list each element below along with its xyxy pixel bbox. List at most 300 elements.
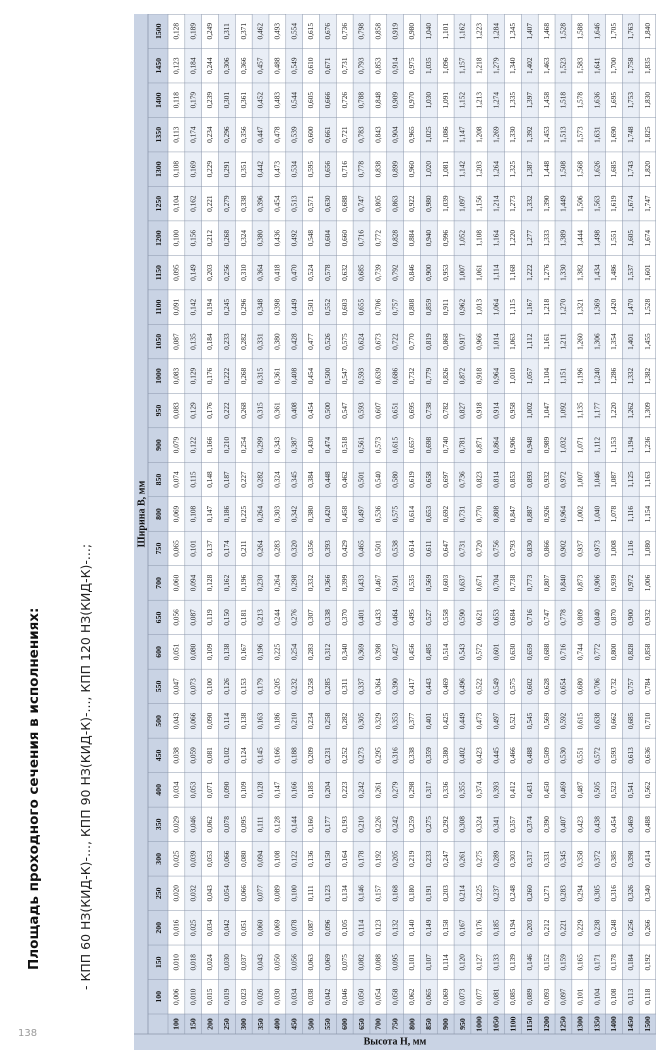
table-cell: 0,457	[255, 57, 265, 74]
table-cell: 0,291	[222, 160, 232, 178]
table-cell: 0,773	[524, 574, 534, 592]
table-cell: 1,387	[524, 160, 534, 178]
table-cell: 0,090	[222, 781, 232, 799]
table-cell: 0,324	[238, 229, 248, 247]
table-cell: 0,613	[625, 747, 635, 764]
table-cell: 0,828	[625, 643, 635, 661]
table-cell: 0,301	[222, 91, 232, 109]
table-cell: 0,467	[373, 574, 383, 592]
table-cell: 0,524	[306, 264, 316, 281]
table-cell: 0,303	[508, 850, 518, 868]
table-cell: 1,153	[609, 436, 619, 454]
table-cell: 0,989	[541, 436, 551, 454]
table-cell: 1,080	[642, 540, 652, 557]
table-cell: 0,527	[423, 609, 433, 626]
table-cell: 1,537	[625, 264, 635, 281]
width-header-cell: 700	[153, 577, 163, 589]
table-cell: 1,563	[592, 195, 602, 212]
table-cell: 0,614	[407, 505, 417, 523]
table-cell: 0,113	[171, 126, 181, 143]
table-cell: 1,758	[625, 57, 635, 74]
table-cell: 0,264	[272, 574, 282, 592]
table-cell: 0,720	[474, 540, 484, 557]
table-cell: 0,549	[289, 57, 299, 74]
table-cell: 0,449	[289, 298, 299, 316]
table-cell: 0,688	[339, 195, 349, 212]
width-header-cell: 750	[153, 542, 163, 555]
table-cell: 0,184	[188, 57, 198, 74]
table-cell: 0,306	[222, 57, 232, 74]
table-cell: 0,558	[440, 609, 450, 626]
table-cell: 0,732	[407, 367, 417, 385]
table-cell: 1,087	[609, 471, 619, 488]
width-header-cell: 1450	[153, 57, 163, 74]
table-cell: 0,784	[642, 678, 652, 695]
table-cell: 1,470	[625, 298, 635, 316]
table-cell: 1,240	[592, 367, 602, 385]
table-cell: 0,495	[407, 609, 417, 626]
table-cell: 0,595	[306, 160, 316, 178]
table-cell: 0,145	[255, 747, 265, 764]
table-cell: 0,972	[625, 574, 635, 592]
table-cell: 0,716	[339, 160, 349, 178]
table-cell: 1,052	[457, 229, 467, 247]
table-cell: 1,763	[625, 23, 635, 40]
table-cell: 0,034	[171, 781, 181, 799]
table-cell: 1,270	[558, 298, 568, 316]
table-cell: 0,688	[541, 643, 551, 661]
table-cell: 0,275	[423, 816, 433, 833]
table-cell: 0,114	[440, 954, 450, 971]
table-cell: 0,095	[390, 954, 400, 971]
table-cell: 0,292	[440, 816, 450, 833]
table-cell: 0,660	[339, 229, 349, 247]
table-cell: 0,038	[171, 747, 181, 764]
table-cell: 1,332	[524, 195, 534, 212]
table-cell: 0,077	[255, 885, 265, 902]
table-cell: 0,282	[238, 333, 248, 350]
table-cell: 0,948	[524, 436, 534, 454]
table-cell: 0,311	[222, 23, 232, 40]
table-cell: 1,690	[609, 126, 619, 143]
table-cell: 0,093	[541, 988, 551, 1005]
table-cell: 0,312	[323, 643, 333, 661]
table-cell: 0,108	[609, 988, 619, 1005]
table-cell: 0,176	[205, 402, 215, 419]
table-cell: 0,032	[188, 885, 198, 902]
table-cell: 0,345	[289, 471, 299, 488]
table-cell: 0,212	[541, 919, 551, 937]
table-cell: 0,380	[440, 747, 450, 764]
table-cell: 0,338	[407, 747, 417, 764]
table-cell: 0,380	[255, 229, 265, 247]
table-cell: 0,091	[171, 298, 181, 316]
table-cell: 1,840	[642, 23, 652, 40]
table-cell: 0,247	[440, 850, 450, 868]
table-cell: 0,324	[474, 816, 484, 833]
table-cell: 0,450	[541, 781, 551, 799]
table-cell: 0,191	[423, 885, 433, 902]
table-cell: 0,187	[222, 471, 232, 488]
table-cell: 0,025	[171, 850, 181, 868]
height-header-cell: 1400	[609, 1016, 619, 1032]
table-cell: 0,164	[339, 850, 349, 868]
table-cell: 0,166	[289, 781, 299, 799]
table-cell: 0,601	[491, 643, 501, 661]
table-cell: 0,462	[339, 471, 349, 488]
table-cell: 1,135	[575, 402, 585, 419]
table-cell: 0,254	[238, 436, 248, 454]
height-header-cell: 1300	[575, 1016, 585, 1032]
table-cell: 1,061	[474, 264, 484, 281]
table-cell: 0,840	[558, 574, 568, 592]
table-cell: 0,034	[289, 988, 299, 1005]
table-cell: 0,129	[188, 402, 198, 419]
table-cell: 0,731	[339, 57, 349, 74]
table-cell: 0,514	[440, 643, 450, 661]
table-cell: 1,154	[642, 505, 652, 523]
table-cell: 0,454	[306, 367, 316, 385]
table-cell: 0,637	[457, 574, 467, 592]
table-cell: 0,452	[255, 91, 265, 109]
table-cell: 0,500	[323, 367, 333, 385]
table-cell: 0,840	[592, 609, 602, 626]
table-cell: 0,203	[440, 885, 450, 902]
table-cell: 1,747	[642, 195, 652, 212]
width-header-cell: 200	[153, 921, 163, 934]
table-cell: 0,087	[306, 919, 316, 937]
table-cell: 0,744	[575, 643, 585, 661]
table-cell: 0,615	[575, 712, 585, 730]
table-cell: 0,547	[339, 402, 349, 419]
table-cell: 0,077	[474, 988, 484, 1005]
table-cell: 0,501	[306, 298, 316, 316]
table-cell: 0,233	[423, 850, 433, 868]
table-cell: 0,203	[205, 264, 215, 281]
table-cell: 0,716	[524, 609, 534, 626]
table-cell: 0,572	[592, 747, 602, 764]
table-cell: 0,238	[592, 919, 602, 937]
table-cell: 0,428	[289, 333, 299, 350]
table-cell: 0,371	[238, 23, 248, 40]
table-cell: 0,082	[356, 954, 366, 971]
table-cell: 0,331	[255, 333, 265, 350]
table-cell: 1,152	[457, 91, 467, 109]
table-cell: 0,047	[171, 678, 181, 695]
table-cell: 0,315	[255, 402, 265, 419]
table-cell: 0,015	[205, 988, 215, 1005]
table-cell: 0,113	[625, 988, 635, 1005]
cross-section-table	[134, 14, 656, 1050]
table-cell: 0,359	[423, 747, 433, 764]
table-cell: 1,274	[491, 91, 501, 109]
table-cell: 0,706	[592, 678, 602, 695]
table-cell: 0,578	[323, 264, 333, 281]
table-cell: 0,600	[306, 126, 316, 143]
table-cell: 1,162	[457, 23, 467, 40]
table-cell: 0,369	[356, 643, 366, 661]
table-cell: 0,523	[609, 781, 619, 799]
table-cell: 0,420	[323, 505, 333, 523]
table-cell: 1,081	[440, 160, 450, 178]
table-cell: 0,826	[440, 367, 450, 385]
table-cell: 0,056	[171, 609, 181, 626]
table-cell: 0,757	[625, 678, 635, 695]
table-cell: 0,398	[272, 298, 282, 316]
table-cell: 0,357	[508, 816, 518, 833]
table-cell: 1,008	[609, 540, 619, 557]
table-cell: 1,218	[474, 57, 484, 74]
table-cell: 0,653	[491, 609, 501, 626]
table-cell: 1,568	[575, 160, 585, 178]
table-cell: 0,871	[474, 436, 484, 454]
table-cell: 0,227	[238, 471, 248, 488]
table-cell: 0,223	[339, 781, 349, 799]
table-cell: 0,685	[356, 264, 366, 281]
table-cell: 0,779	[423, 367, 433, 385]
table-cell: 1,463	[541, 57, 551, 74]
table-cell: 0,129	[188, 367, 198, 385]
table-cell: 1,030	[423, 91, 433, 109]
table-cell: 0,466	[508, 747, 518, 764]
table-cell: 0,073	[188, 678, 198, 695]
table-cell: 0,469	[440, 678, 450, 695]
table-cell: 1,114	[491, 264, 501, 281]
table-cell: 0,698	[423, 436, 433, 454]
table-cell: 0,233	[222, 333, 232, 350]
table-cell: 0,659	[524, 643, 534, 661]
table-cell: 0,793	[356, 57, 366, 74]
table-cell: 0,937	[575, 540, 585, 557]
height-header-cell: 750	[390, 1018, 400, 1030]
table-cell: 1,279	[491, 57, 501, 74]
table-cell: 0,310	[238, 264, 248, 281]
height-header-cell: 800	[407, 1018, 417, 1030]
table-cell: 0,135	[188, 333, 198, 350]
height-header-cell: 550	[323, 1018, 333, 1030]
table-cell: 0,636	[642, 747, 652, 764]
table-cell: 0,060	[255, 919, 265, 937]
table-cell: 0,132	[390, 919, 400, 937]
table-cell: 1,369	[592, 298, 602, 316]
table-cell: 0,430	[306, 436, 316, 454]
table-cell: 0,136	[306, 850, 316, 868]
table-cell: 1,046	[592, 471, 602, 488]
width-header-cell: 1000	[153, 368, 163, 384]
table-cell: 0,179	[255, 678, 265, 695]
table-cell: 0,549	[491, 678, 501, 695]
table-cell: 0,387	[289, 436, 299, 454]
table-cell: 1,306	[592, 333, 602, 350]
table-cell: 0,120	[457, 954, 467, 971]
table-cell: 0,345	[558, 850, 568, 868]
table-cell: 0,756	[491, 540, 501, 557]
table-cell: 0,893	[524, 471, 534, 488]
table-cell: 1,108	[474, 229, 484, 247]
table-cell: 0,964	[491, 367, 501, 385]
table-cell: 0,407	[558, 816, 568, 833]
cross-section-table-rotated	[134, 14, 656, 1050]
table-cell: 0,157	[373, 885, 383, 902]
table-cell: 0,118	[171, 92, 181, 109]
table-cell: 0,163	[255, 712, 265, 730]
table-cell: 0,904	[390, 126, 400, 143]
table-cell: 0,757	[390, 298, 400, 316]
table-cell: 0,296	[222, 126, 232, 143]
table-cell: 0,192	[642, 954, 652, 971]
table-cell: 0,656	[323, 160, 333, 178]
table-cell: 0,710	[642, 712, 652, 730]
table-cell: 0,159	[558, 954, 568, 971]
width-header-cell: 350	[153, 818, 163, 831]
width-header-cell: 1200	[153, 230, 163, 246]
table-cell: 0,010	[171, 954, 181, 971]
table-cell: 1,222	[524, 264, 534, 281]
table-cell: 1,151	[558, 367, 568, 385]
table-cell: 0,128	[205, 574, 215, 592]
table-cell: 0,541	[625, 781, 635, 799]
table-cell: 0,535	[407, 574, 417, 592]
table-cell: 1,601	[642, 264, 652, 281]
table-cell: 0,213	[255, 609, 265, 626]
table-cell: 0,722	[390, 333, 400, 350]
table-cell: 0,953	[440, 264, 450, 281]
table-cell: 0,973	[592, 540, 602, 557]
table-cell: 0,655	[356, 298, 366, 316]
table-cell: 0,657	[407, 436, 417, 454]
width-header-cell: 650	[153, 611, 163, 624]
table-cell: 0,443	[423, 678, 433, 695]
table-cell: 0,069	[323, 954, 333, 971]
table-cell: 0,305	[356, 712, 366, 730]
table-cell: 0,487	[575, 781, 585, 799]
table-cell: 0,630	[508, 643, 518, 661]
table-cell: 0,607	[373, 402, 383, 419]
table-cell: 0,073	[457, 988, 467, 1005]
table-cell: 0,374	[474, 781, 484, 799]
table-cell: 0,142	[188, 298, 198, 316]
table-cell: 1,695	[609, 91, 619, 109]
table-cell: 0,046	[339, 988, 349, 1005]
table-cell: 1,619	[609, 195, 619, 212]
table-cell: 0,066	[238, 885, 248, 902]
table-cell: 0,178	[356, 850, 366, 868]
table-cell: 0,996	[440, 229, 450, 247]
table-cell: 0,429	[339, 540, 349, 557]
width-header-cell: 100	[153, 990, 163, 1003]
table-cell: 0,562	[642, 781, 652, 799]
table-cell: 1,096	[440, 57, 450, 74]
table-cell: 0,782	[440, 402, 450, 419]
table-cell: 1,010	[508, 367, 518, 385]
table-cell: 0,245	[222, 298, 232, 316]
height-header-cell: 600	[339, 1018, 349, 1030]
table-cell: 0,673	[373, 333, 383, 350]
table-cell: 0,139	[508, 954, 518, 971]
table-cell: 0,393	[491, 781, 501, 799]
table-cell: 1,063	[508, 333, 518, 350]
table-cell: 0,671	[474, 574, 484, 592]
table-cell: 0,081	[491, 988, 501, 1005]
table-cell: 1,674	[642, 229, 652, 247]
table-cell: 0,358	[575, 850, 585, 868]
table-cell: 0,572	[474, 643, 484, 661]
table-cell: 0,176	[205, 367, 215, 385]
table-cell: 0,087	[188, 609, 198, 626]
width-header-cell: 1500	[153, 23, 163, 40]
table-cell: 0,615	[306, 23, 316, 40]
table-cell: 1,177	[592, 402, 602, 419]
table-cell: 0,781	[457, 436, 467, 454]
table-cell: 0,089	[272, 885, 282, 902]
table-cell: 1,389	[558, 229, 568, 247]
table-cell: 0,505	[592, 781, 602, 799]
height-header-cell: 900	[440, 1018, 450, 1030]
table-cell: 0,887	[524, 505, 534, 523]
table-cell: 0,097	[558, 988, 568, 1005]
table-cell: 1,007	[575, 471, 585, 488]
table-cell: 0,621	[474, 609, 484, 626]
table-cell: 0,219	[407, 850, 417, 868]
table-cell: 0,385	[609, 850, 619, 868]
table-cell: 0,654	[558, 678, 568, 695]
table-cell: 0,167	[238, 643, 248, 661]
table-cell: 0,123	[323, 885, 333, 902]
table-cell: 0,123	[373, 919, 383, 937]
table-cell: 0,551	[575, 747, 585, 764]
table-cell: 0,148	[205, 471, 215, 488]
table-cell: 0,050	[356, 988, 366, 1005]
table-cell: 0,731	[457, 505, 467, 523]
table-cell: 0,488	[524, 747, 534, 764]
section-heading: Площадь проходного сечения в исполнениях:	[26, 607, 42, 970]
table-cell: 0,115	[188, 471, 198, 488]
table-cell: 0,205	[272, 678, 282, 695]
table-cell: 0,111	[255, 816, 265, 833]
table-cell: 0,065	[423, 988, 433, 1005]
table-cell: 0,109	[238, 781, 248, 799]
table-cell: 1,213	[474, 91, 484, 109]
table-cell: 0,940	[423, 229, 433, 247]
table-cell: 1,115	[508, 299, 518, 316]
table-cell: 0,473	[474, 712, 484, 730]
table-cell: 0,736	[457, 471, 467, 488]
table-cell: 0,530	[558, 747, 568, 764]
table-cell: 0,108	[188, 505, 198, 523]
table-cell: 0,580	[390, 471, 400, 488]
table-cell: 0,342	[289, 505, 299, 523]
table-cell: 0,370	[339, 609, 349, 626]
table-cell: 0,872	[457, 367, 467, 385]
table-cell: 0,477	[306, 333, 316, 350]
table-cell: 0,083	[171, 402, 181, 419]
table-cell: 0,192	[373, 850, 383, 868]
width-header-cell: 150	[153, 956, 163, 969]
table-cell: 0,716	[558, 643, 568, 661]
table-cell: 0,474	[323, 436, 333, 454]
table-cell: 0,770	[407, 333, 417, 350]
table-cell: 1,167	[524, 298, 534, 316]
table-cell: 0,282	[339, 712, 349, 730]
table-cell: 1,528	[558, 23, 568, 40]
table-cell: 0,906	[508, 436, 518, 454]
table-cell: 0,273	[356, 747, 366, 764]
table-cell: 0,153	[238, 678, 248, 695]
table-cell: 0,966	[474, 333, 484, 350]
table-cell: 0,104	[171, 195, 181, 212]
table-cell: 0,926	[541, 505, 551, 523]
table-cell: 0,053	[205, 850, 215, 868]
